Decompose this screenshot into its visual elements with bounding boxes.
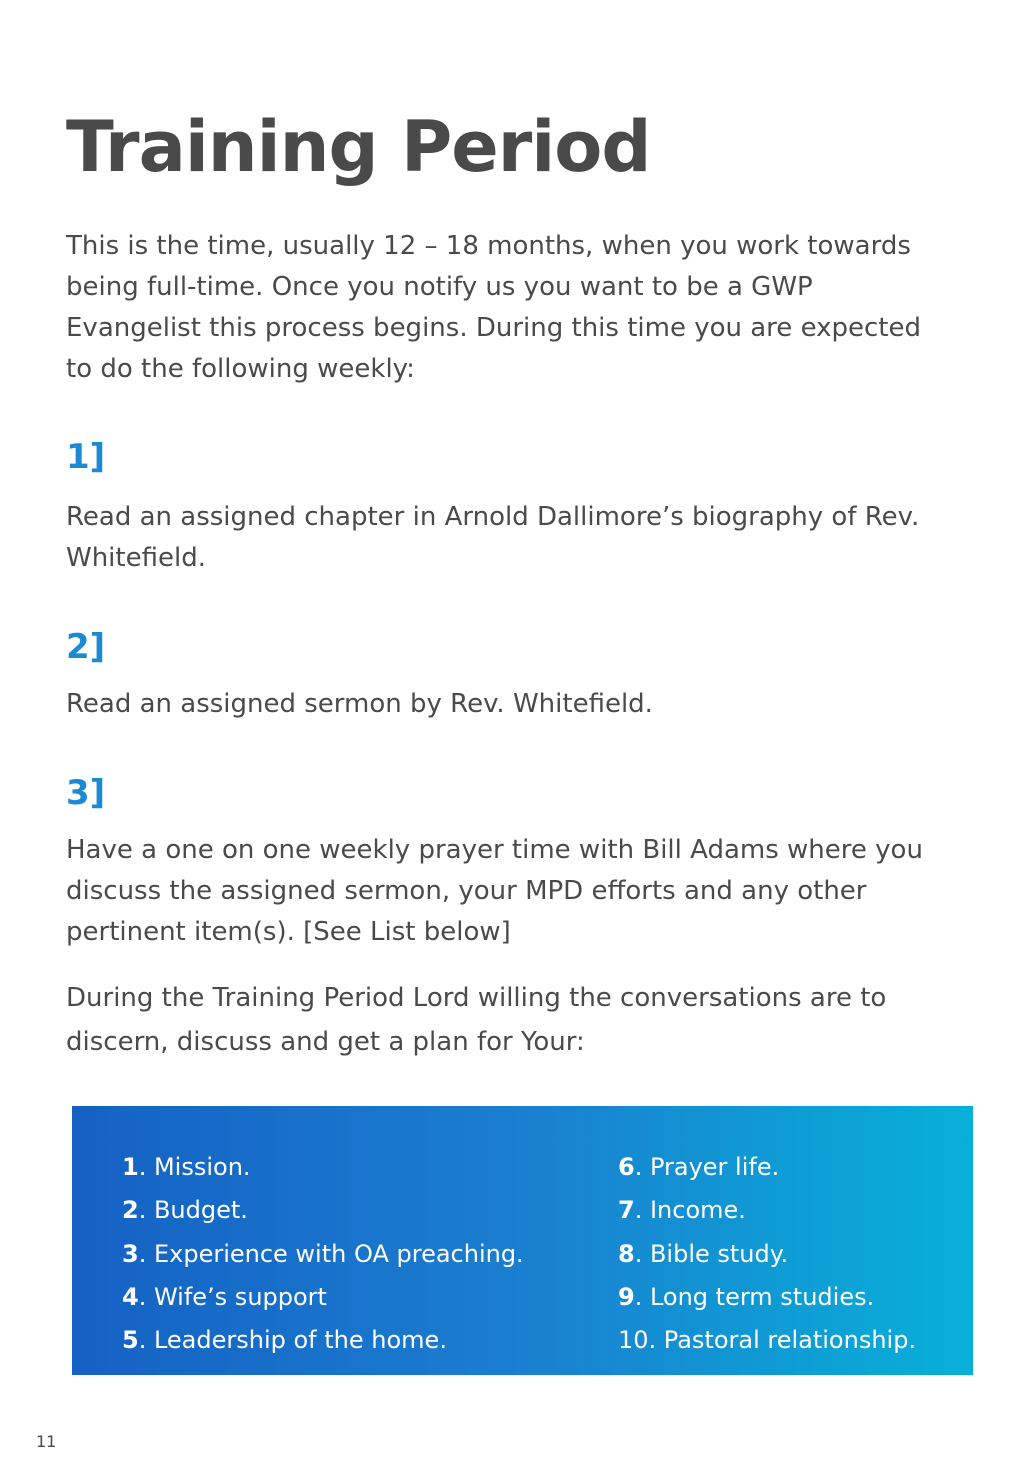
plan-item-label: 10. Pastoral relationship. xyxy=(618,1326,917,1355)
plan-item-number: 2 xyxy=(122,1196,139,1225)
plan-item-number: 9 xyxy=(618,1282,635,1311)
plan-item-number: 8 xyxy=(618,1239,635,1268)
step-number: 2] xyxy=(66,627,106,667)
plan-list-right xyxy=(618,1146,916,1362)
plan-item-label: . Wife’s support xyxy=(138,1282,327,1311)
plan-item-label: . Income. xyxy=(634,1196,746,1225)
closing-paragraph: During the Training Period Lord willing the conversations are to discern, discuss and get a plan for Your: xyxy=(66,983,887,1057)
plan-item-label: . Mission. xyxy=(138,1153,251,1181)
plan-item-number: 6 xyxy=(618,1153,635,1181)
plan-list-left xyxy=(122,1146,524,1362)
step-text: Read an assigned sermon by Rev. Whitefield. xyxy=(66,689,653,719)
plan-item xyxy=(618,1146,916,1189)
plan-item xyxy=(122,1276,524,1319)
step-number: 3] xyxy=(66,773,106,813)
plan-item-label: . Budget. xyxy=(138,1196,248,1225)
plan-item xyxy=(122,1146,524,1189)
step-text: Read an assigned chapter in Arnold Dallimore’s biography of Rev. Whitefield. xyxy=(66,502,920,573)
plan-item-number: 1 xyxy=(122,1153,139,1181)
plan-item xyxy=(618,1276,916,1319)
page-title: Training Period xyxy=(66,106,651,188)
plan-item-label: . Long term studies. xyxy=(634,1282,875,1311)
step-number: 1] xyxy=(66,437,106,477)
plan-item-label: . Leadership of the home. xyxy=(138,1326,447,1355)
intro-paragraph: This is the time, usually 12 – 18 months, when you work towards being full-time. Once you notify us you want to be a GWP Evangelist this process begins. During this time you are expected to do the following weekly: xyxy=(66,231,921,384)
page-number: 11 xyxy=(36,1432,57,1451)
plan-item xyxy=(122,1189,524,1232)
plan-item-number: 5 xyxy=(122,1326,139,1355)
plan-item-number: 3 xyxy=(122,1239,139,1268)
plan-item xyxy=(618,1189,916,1232)
plan-item-number: 7 xyxy=(618,1196,635,1225)
plan-item-label: . Bible study. xyxy=(634,1239,789,1268)
plan-item-label: . Prayer life. xyxy=(634,1153,780,1181)
plan-item xyxy=(122,1233,524,1276)
plan-item xyxy=(618,1319,916,1362)
plan-item-label: . Experience with OA preaching. xyxy=(138,1239,524,1268)
step-text: Have a one on one weekly prayer time with Bill Adams where you discuss the assigned sermon, your MPD efforts and any other pertinent item(s). [See List below] xyxy=(66,835,923,947)
plan-item xyxy=(122,1319,524,1362)
plan-item-number: 4 xyxy=(122,1282,139,1311)
plan-item xyxy=(618,1233,916,1276)
plan-list-box xyxy=(72,1106,973,1375)
